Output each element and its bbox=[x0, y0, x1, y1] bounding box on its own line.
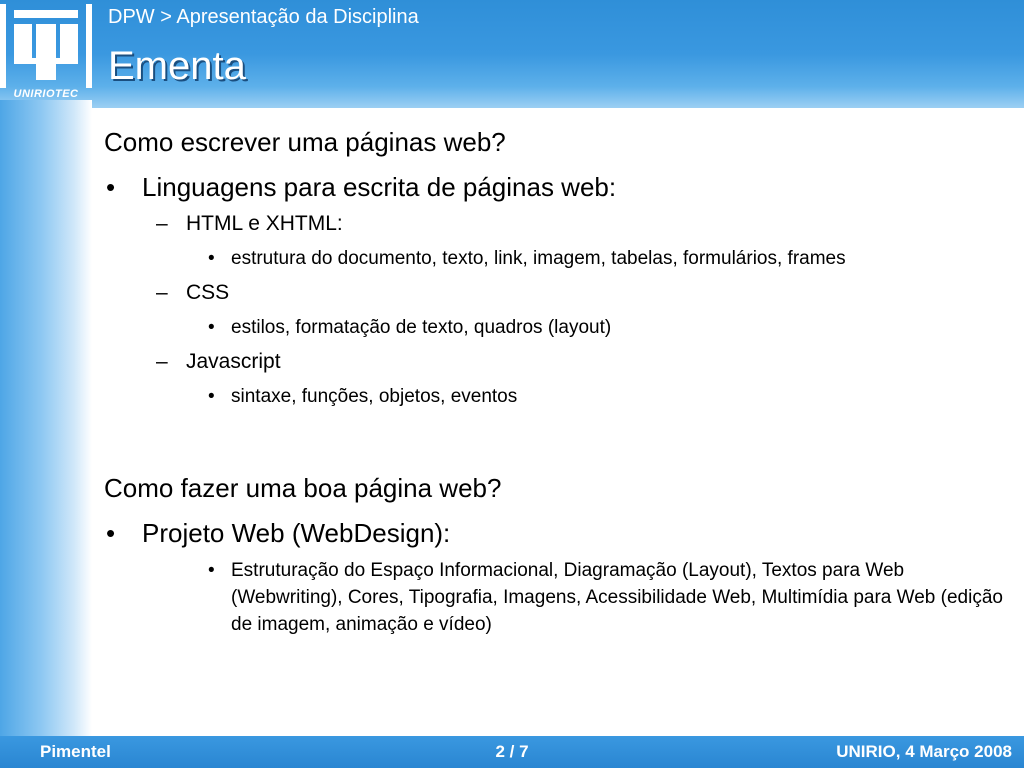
bullet-marker: • bbox=[106, 518, 116, 548]
breadcrumb: DPW > Apresentação da Disciplina bbox=[108, 6, 419, 28]
sub-sub-item: • estrutura do documento, texto, link, imagem, tabelas, formulários, frames bbox=[104, 245, 1004, 272]
dash-marker: – bbox=[156, 281, 168, 304]
section-spacer bbox=[104, 418, 1004, 472]
sub-item: – Javascript bbox=[156, 350, 281, 373]
bullet-item: • Linguagens para escrita de páginas web: bbox=[106, 172, 617, 202]
logo-text: UNIRIOTEC bbox=[13, 88, 79, 100]
sub-sub-item: • estilos, formatação de texto, quadros (layout) bbox=[104, 314, 1004, 341]
footer-author: Pimentel bbox=[40, 742, 111, 761]
sub-sub-item: • sintaxe, funções, objetos, eventos bbox=[104, 383, 1004, 410]
section-heading: Como escrever uma páginas web? bbox=[104, 127, 506, 157]
sub-item: – CSS bbox=[156, 281, 230, 304]
dash-marker: – bbox=[156, 212, 168, 235]
dash-marker: – bbox=[156, 350, 168, 373]
sub-sub-item: • Estruturação do Espaço Informacional, Diagramação (Layout), Textos para Web (Webwriting), Cores, Tipografia, Imagens, Acessibilidade Web, Multimídia para Web (edição de imagem, animação e vídeo) bbox=[104, 557, 1004, 638]
slide-title: Ementa bbox=[108, 44, 246, 88]
section-heading: Como fazer uma boa página web? bbox=[104, 473, 502, 503]
bullet-marker: • bbox=[106, 172, 116, 202]
bullet-marker: • bbox=[208, 386, 215, 407]
slide-content bbox=[104, 126, 1004, 646]
bullet-marker: • bbox=[208, 317, 215, 338]
bullet-marker: • bbox=[208, 560, 215, 581]
bullet-item: • Projeto Web (WebDesign): bbox=[106, 518, 451, 548]
left-sidebar-decoration bbox=[0, 100, 92, 736]
sub-item: – HTML e XHTML: bbox=[156, 212, 343, 235]
page-number: 2 / 7 bbox=[495, 742, 529, 761]
unirio-logo-icon bbox=[0, 0, 92, 92]
footer-date: UNIRIO, 4 Março 2008 bbox=[836, 742, 1012, 761]
bullet-marker: • bbox=[208, 248, 215, 269]
slide-footer bbox=[0, 736, 1024, 768]
unirio-logo bbox=[0, 0, 92, 108]
